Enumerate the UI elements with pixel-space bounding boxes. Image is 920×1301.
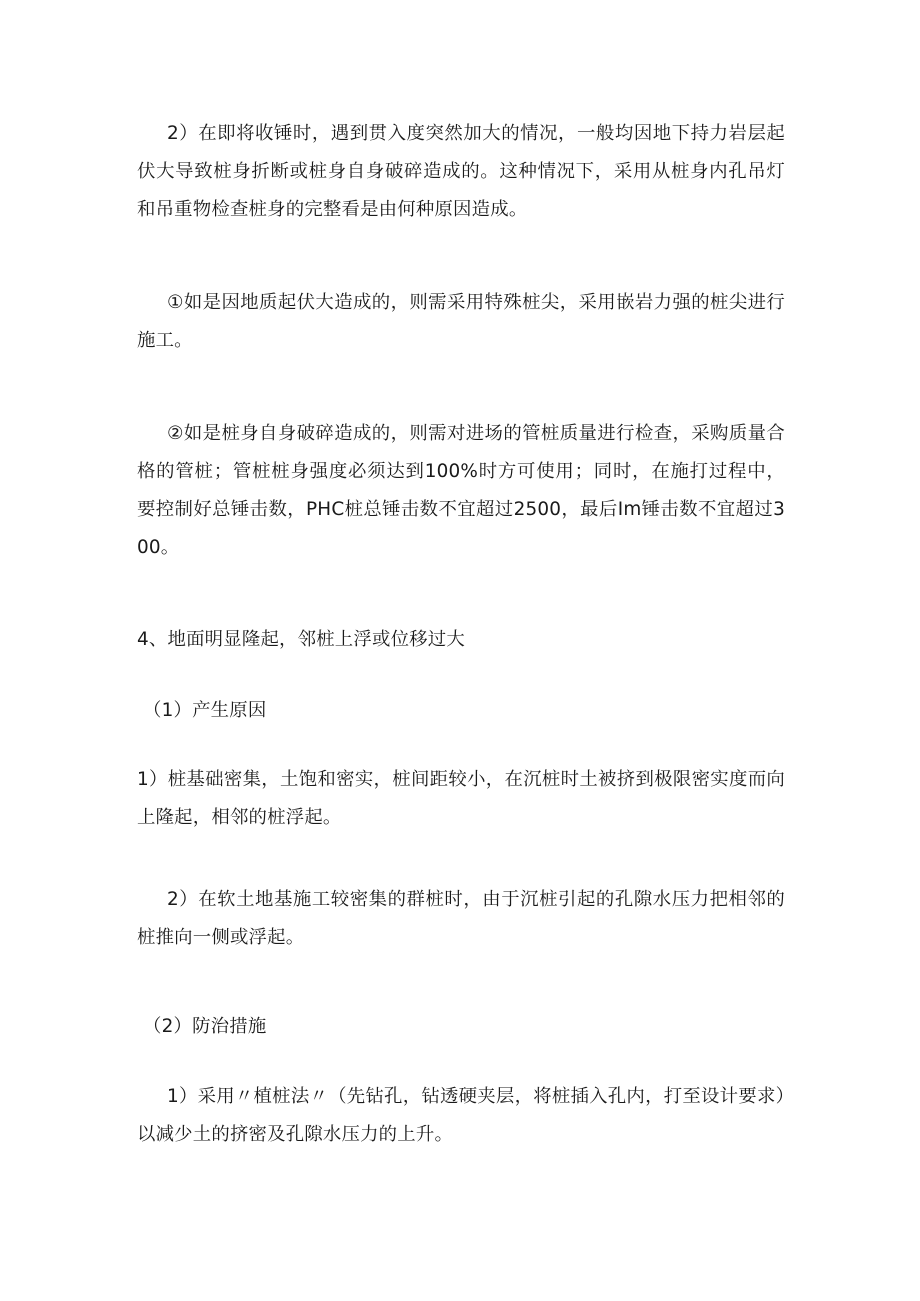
paragraph-hammer-penetration: 2）在即将收锤时，遇到贯入度突然加大的情况，一般均因地下持力岩层起伏大导致桩身折断或桩身自身破碎造成的。这种情况下，采用从桩身内孔吊灯和吊重物检查桩身的完整看是由何种原因造成。	[137, 123, 785, 220]
section-heading-ground-heave: 4、地面明显隆起，邻桩上浮或位移过大	[137, 629, 465, 650]
paragraph-pile-breakage-cause: ②如是桩身自身破碎造成的，则需对进场的管桩质量进行检查，采购质量合格的管桩；管桩桩身强度必须达到100%时方可使用；同时，在施打过程中，要控制好总锤击数，PHC桩总锤击数不宜超过2500，最后Im锤击数不宜超过300。	[137, 423, 785, 558]
paragraph-planting-method: 1）采用〃植桩法〃（先钻孔，钻透硬夹层，将桩插入孔内，打至设计要求）以减少土的挤密及孔隙水压力的上升。	[137, 1086, 785, 1145]
subheading-causes: （1）产生原因	[143, 700, 267, 721]
paragraph-dense-piles: 1）桩基础密集，土饱和密实，桩间距较小，在沉桩时土被挤到极限密实度而向上隆起，相邻的桩浮起。	[137, 769, 785, 828]
paragraph-geology-cause: ①如是因地质起伏大造成的，则需采用特殊桩尖，采用嵌岩力强的桩尖进行施工。	[137, 292, 785, 351]
paragraph-pore-pressure: 2）在软土地基施工较密集的群桩时，由于沉桩引起的孔隙水压力把相邻的桩推向一侧或浮起。	[137, 889, 785, 948]
subheading-prevention: （2）防治措施	[143, 1016, 267, 1037]
